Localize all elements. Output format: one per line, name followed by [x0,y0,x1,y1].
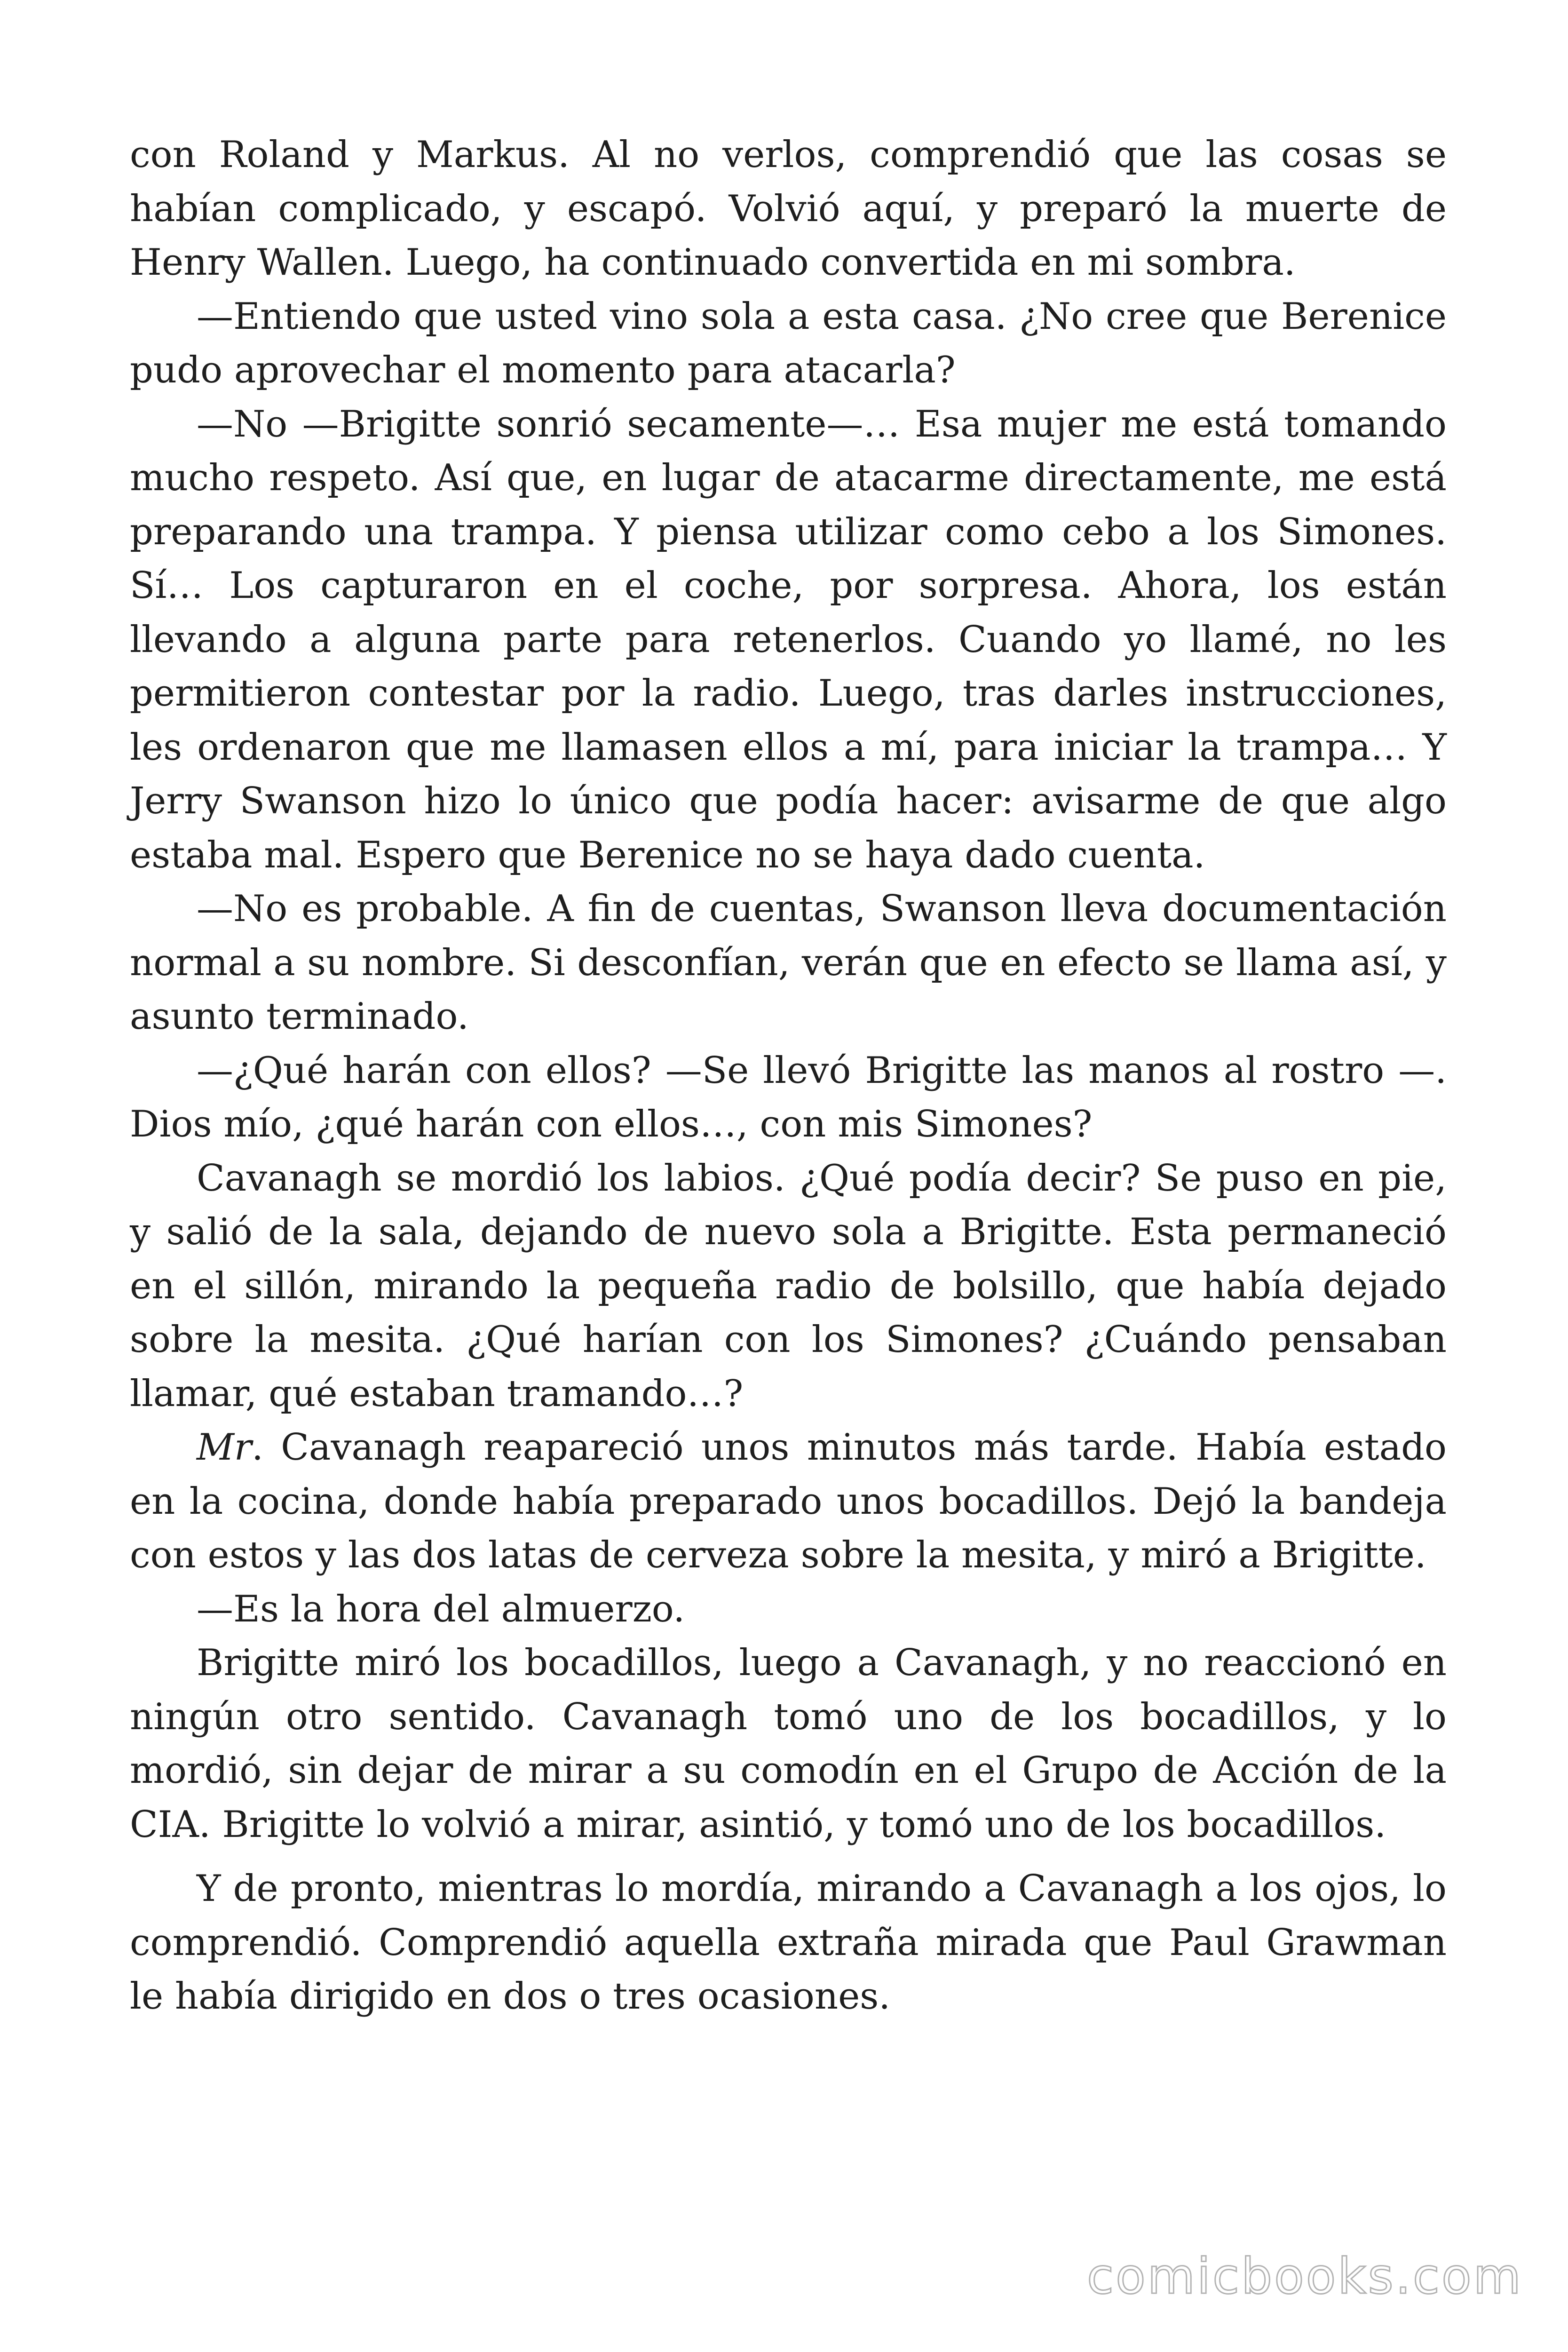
paragraph-6: Cavanagh se mordió los labios. ¿Qué podía decir? Se puso en pie, y salió de la sala, dejando de nuevo sola a Brigitte. Esta permaneció en el sillón, mirando la pequeña radio de bolsillo, que había dejado sobre la mesita. ¿Qué harían con los Simones? ¿Cuándo pensaban llamar, qué estaban tramando…? [130,1157,1447,1415]
paragraph-7-text: . Cavanagh reapareció unos minutos más tarde. Había estado en la cocina, donde había preparado unos bocadillos. Dejó la bandeja con estos y las dos latas de cerveza sobre la mesita, y miró a Brigitte. [130,1426,1447,1576]
paragraph-3: —No —Brigitte sonrió secamente—… Esa mujer me está tomando mucho respeto. Así que, en lugar de atacarme directamente, me está preparando una trampa. Y piensa utilizar como cebo a los Simones. Sí… Los capturaron en el coche, por sorpresa. Ahora, los están llevando a alguna parte para retenerlos. Cuando yo llamé, no les permitieron contestar por la radio. Luego, tras darles instrucciones, les ordenaron que me llamasen ellos a mí, para iniciar la trampa… Y Jerry Swanson hizo lo único que podía hacer: avisarme de que algo estaba mal. Espero que Berenice no se haya dado cuenta. [130,403,1447,876]
paragraph-8: —Es la hora del almuerzo. [197,1588,685,1630]
paragraph-7 [130,1421,1447,1582]
page-body [130,128,1447,2024]
paragraph-5: —¿Qué harán con ellos? —Se llevó Brigitte las manos al rostro —. Dios mío, ¿qué harán con ellos…, con mis Simones? [130,1049,1447,1145]
italic-prefix: Mr [197,1426,252,1469]
paragraph-2: —Entiendo que usted vino sola a esta casa. ¿No cree que Berenice pudo aprovechar el momento para atacarla? [130,295,1447,391]
paragraph-4: —No es probable. A fin de cuentas, Swanson lleva documentación normal a su nombre. Si desconfían, verán que en efecto se llama así, y asunto terminado. [130,888,1447,1038]
paragraph-1: con Roland y Markus. Al no verlos, comprendió que las cosas se habían complicado, y escapó. Volvió aquí, y preparó la muerte de Henry Wallen. Luego, ha continuado convertida en mi sombra. [130,134,1447,284]
paragraph-9: Brigitte miró los bocadillos, luego a Cavanagh, y no reaccionó en ningún otro sentido. Cavanagh tomó uno de los bocadillos, y lo mordió, sin dejar de mirar a su comodín en el Grupo de Acción de la CIA. Brigitte lo volvió a mirar, asintió, y tomó uno de los bocadillos. [130,1642,1447,1846]
watermark-logo: comicbooks.com [1086,2248,1523,2305]
paragraph-10: Y de pronto, mientras lo mordía, mirando a Cavanagh a los ojos, lo comprendió. Comprendió aquella extraña mirada que Paul Grawman le había dirigido en dos o tres ocasiones. [130,1867,1447,2018]
